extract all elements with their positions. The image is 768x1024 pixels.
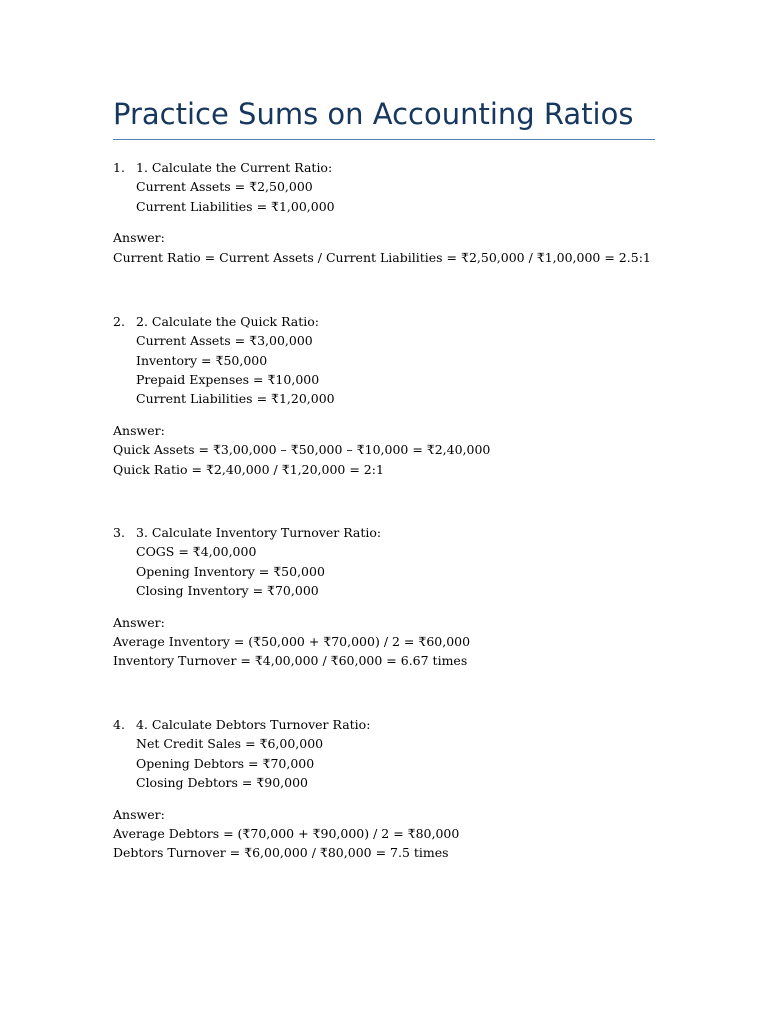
answer-block (113, 613, 673, 671)
question-line (113, 312, 673, 331)
problem-4 (113, 715, 673, 863)
problem-1 (113, 158, 673, 267)
question-line (113, 158, 673, 177)
list-number: 2. (113, 314, 125, 329)
problem-2 (113, 312, 673, 479)
document-page (113, 0, 655, 1024)
given-line: Inventory = ₹50,000 (136, 352, 268, 368)
title-divider (113, 139, 655, 140)
given-line: Current Assets = ₹3,00,000 (136, 333, 313, 349)
answer-label: Answer: (113, 806, 165, 822)
answer-line: Quick Assets = ₹3,00,000 – ₹50,000 – ₹10,000 = ₹2,40,000 (113, 442, 491, 458)
answer-line: Inventory Turnover = ₹4,00,000 / ₹60,000 = 6.67 times (113, 653, 468, 669)
given-line: Prepaid Expenses = ₹10,000 (136, 371, 320, 387)
given-line: COGS = ₹4,00,000 (136, 544, 257, 560)
answer-line: Average Inventory = (₹50,000 + ₹70,000) / 2 = ₹60,000 (113, 633, 471, 649)
answer-label: Answer: (113, 422, 165, 438)
answer-block (113, 228, 673, 267)
given-line: Current Liabilities = ₹1,00,000 (136, 198, 335, 214)
answer-block (113, 421, 673, 479)
given-line: Net Credit Sales = ₹6,00,000 (136, 736, 324, 752)
given-line: Closing Inventory = ₹70,000 (136, 582, 319, 598)
given-line: Current Liabilities = ₹1,20,000 (136, 391, 335, 407)
question-text: 3. Calculate Inventory Turnover Ratio: (136, 525, 382, 540)
list-number: 3. (113, 525, 125, 540)
page-title: Practice Sums on Accounting Ratios (113, 97, 634, 131)
given-line: Current Assets = ₹2,50,000 (136, 179, 313, 195)
answer-line: Quick Ratio = ₹2,40,000 / ₹1,20,000 = 2:1 (113, 461, 384, 477)
list-number: 1. (113, 160, 125, 175)
question-text: 1. Calculate the Current Ratio: (136, 160, 333, 175)
question-text: 4. Calculate Debtors Turnover Ratio: (136, 717, 371, 732)
given-line: Closing Debtors = ₹90,000 (136, 774, 308, 790)
answer-label: Answer: (113, 230, 165, 246)
answer-line: Debtors Turnover = ₹6,00,000 / ₹80,000 = 7.5 times (113, 845, 449, 861)
given-line: Opening Debtors = ₹70,000 (136, 755, 315, 771)
answer-block (113, 805, 673, 863)
answer-line: Current Ratio = Current Assets / Current Liabilities = ₹2,50,000 / ₹1,00,000 = 2.5:1 (113, 249, 651, 265)
answer-label: Answer: (113, 614, 165, 630)
given-line: Opening Inventory = ₹50,000 (136, 563, 325, 579)
answer-line: Average Debtors = (₹70,000 + ₹90,000) / 2 = ₹80,000 (113, 825, 460, 841)
question-line (113, 523, 673, 542)
question-text: 2. Calculate the Quick Ratio: (136, 314, 320, 329)
question-line (113, 715, 673, 734)
list-number: 4. (113, 717, 125, 732)
problem-3 (113, 523, 673, 671)
